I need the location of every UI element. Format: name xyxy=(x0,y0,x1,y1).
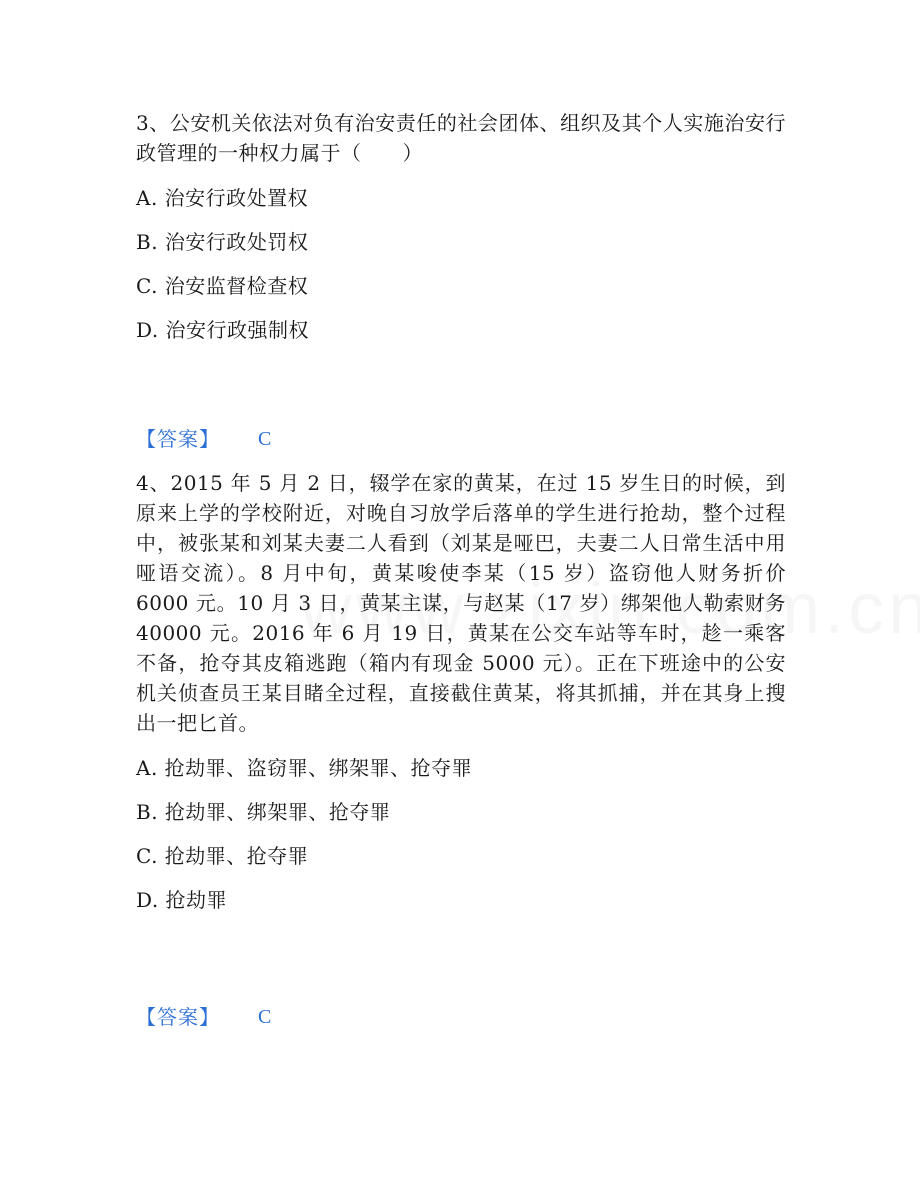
answer-label: 【答案】 xyxy=(136,427,220,451)
question-3-option-d: D. 治安行政强制权 xyxy=(136,318,310,342)
question-4-option-b: B. 抢劫罪、绑架罪、抢夺罪 xyxy=(136,800,391,824)
question-4-stem: 4、2015 年 5 月 2 日，辍学在家的黄某，在过 15 岁生日的时候，到原来上学的学校附近，对晚自习放学后落单的学生进行抢劫，整个过程中，被张某和刘某夫妻二人看到（刘某是哑巴，夫妻二人日常生活中用哑语交流）。8 月中旬，黄某唆使李某（15 岁）盗窃他人财务折价 6000 元。10 月 3 日，黄某主谋，与赵某（17 岁）绑架他人勒索财务 40000 元。2016 年 6 月 19 日，黄某在公交车站等车时，趁一乘客不备，抢夺其皮箱逃跑（箱内有现金 5000 元）。正在下班途中的公安机关侦查员王某目睹全过程，直接截住黄某，将其抓捕，并在其身上搜出一把匕首。 xyxy=(136,471,786,735)
question-3-stem: 3、公安机关依法对负有治安责任的社会团体、组织及其个人实施治安行政管理的一种权力属于（ ） xyxy=(136,111,786,165)
question-4-option-d: D. 抢劫罪 xyxy=(136,888,228,912)
answer-value: C xyxy=(258,1006,272,1028)
answer-value: C xyxy=(258,428,272,450)
question-4-option-c: C. 抢劫罪、抢夺罪 xyxy=(136,844,309,868)
question-4 xyxy=(136,468,786,929)
question-3 xyxy=(136,108,786,359)
question-3-option-b: B. 治安行政处罚权 xyxy=(136,230,309,254)
question-4-answer xyxy=(136,1002,271,1032)
question-3-answer xyxy=(136,424,271,454)
question-3-option-c: C. 治安监督检查权 xyxy=(136,274,309,298)
question-4-option-a: A. 抢劫罪、盗窃罪、绑架罪、抢夺罪 xyxy=(136,756,473,780)
answer-label: 【答案】 xyxy=(136,1005,220,1029)
question-3-option-a: A. 治安行政处置权 xyxy=(136,186,309,210)
